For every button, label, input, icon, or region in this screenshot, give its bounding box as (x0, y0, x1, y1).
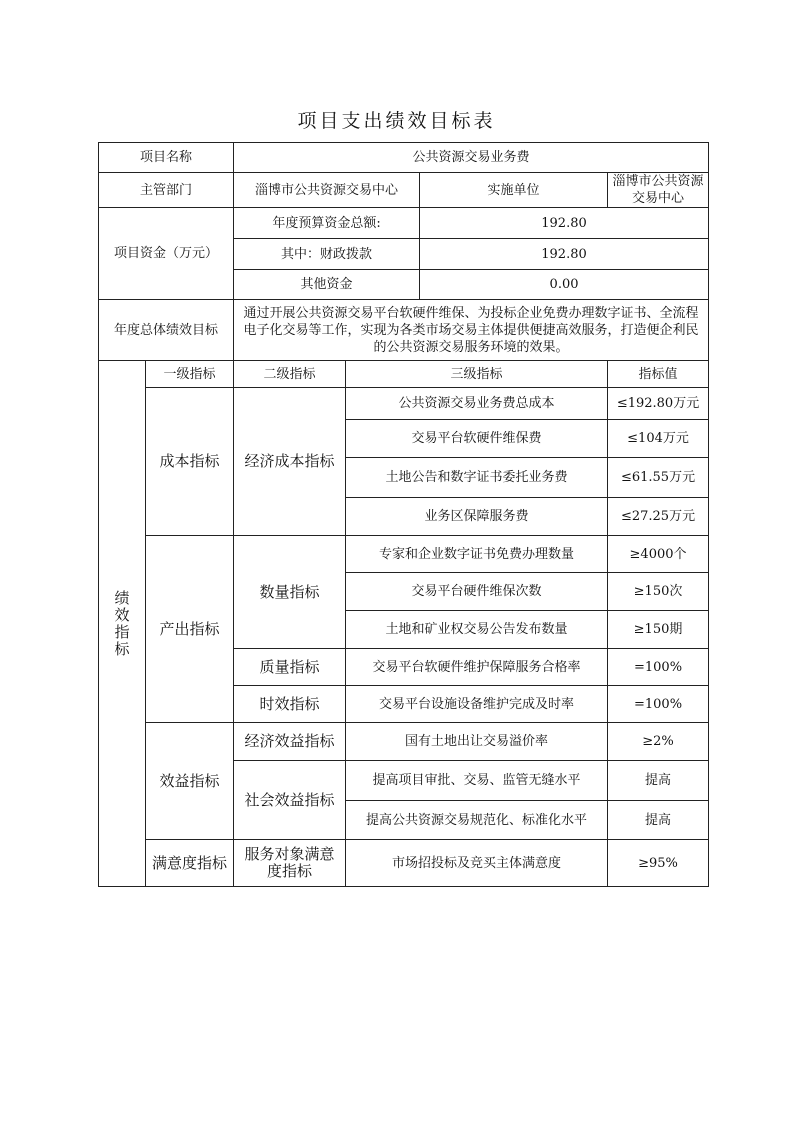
indicator-value: ≥95% (608, 840, 709, 887)
indicator-value: ≤192.80万元 (608, 388, 709, 420)
indicator-value: ≥4000个 (608, 536, 709, 573)
cost-level2: 经济成本指标 (234, 388, 346, 536)
benefit-level1: 效益指标 (146, 723, 234, 840)
table-row (99, 536, 709, 573)
unit-label: 实施单位 (420, 173, 608, 208)
funds-other-label: 其他资金 (234, 270, 420, 300)
economic-level2: 经济效益指标 (234, 723, 346, 761)
indicator-name: 业务区保障服务费 (346, 498, 608, 536)
indicator-value: ≤27.25万元 (608, 498, 709, 536)
indicator-name: 提高公共资源交易规范化、标准化水平 (346, 801, 608, 840)
social-level2: 社会效益指标 (234, 761, 346, 840)
table-row (99, 388, 709, 420)
indicator-value: 提高 (608, 801, 709, 840)
dept-value: 淄博市公共资源交易中心 (234, 173, 420, 208)
row-annual-goal (99, 300, 709, 361)
header-value: 指标值 (608, 361, 709, 388)
funds-total-value: 192.80 (420, 208, 709, 239)
funds-fiscal-label: 其中：财政拨款 (234, 239, 420, 270)
quality-level2: 质量指标 (234, 649, 346, 686)
indicator-name: 交易平台硬件维保次数 (346, 573, 608, 611)
indicator-value: =100% (608, 686, 709, 723)
project-name-value: 公共资源交易业务费 (234, 143, 709, 173)
row-funds-total (99, 208, 709, 239)
goal-text: 通过开展公共资源交易平台软硬件维保、为投标企业免费办理数字证书、全流程电子化交易等工作，实现为各类市场交易主体提供便捷高效服务，打造便企利民的公共资源交易服务环境的效果。 (234, 300, 709, 361)
satisfaction-level2: 服务对象满意度指标 (234, 840, 346, 887)
indicator-value: 提高 (608, 761, 709, 801)
indicator-name: 交易平台软硬件维护保障服务合格率 (346, 649, 608, 686)
indicator-name: 提高项目审批、交易、监管无缝水平 (346, 761, 608, 801)
quantity-level2: 数量指标 (234, 536, 346, 649)
funds-other-value: 0.00 (420, 270, 709, 300)
header-level1: 一级指标 (146, 361, 234, 388)
indicator-value: ≤61.55万元 (608, 458, 709, 498)
unit-value: 淄博市公共资源交易中心 (608, 173, 709, 208)
indicator-value: ≥150期 (608, 611, 709, 649)
indicator-value: =100% (608, 649, 709, 686)
dept-label: 主管部门 (99, 173, 234, 208)
indicator-name: 土地公告和数字证书委托业务费 (346, 458, 608, 498)
row-indicator-header (99, 361, 709, 388)
row-department (99, 173, 709, 208)
indicator-side-label: 绩效指标 (99, 361, 146, 887)
timeliness-level2: 时效指标 (234, 686, 346, 723)
funds-total-label: 年度预算资金总额: (234, 208, 420, 239)
goal-label: 年度总体绩效目标 (99, 300, 234, 361)
indicator-name: 国有土地出让交易溢价率 (346, 723, 608, 761)
indicator-value: ≤104万元 (608, 420, 709, 458)
indicator-value: ≥150次 (608, 573, 709, 611)
indicator-name: 土地和矿业权交易公告发布数量 (346, 611, 608, 649)
performance-table (98, 142, 709, 887)
funds-label: 项目资金（万元） (99, 208, 234, 300)
page-title: 项目支出绩效目标表 (297, 110, 496, 132)
project-name-label: 项目名称 (99, 143, 234, 173)
header-level2: 二级指标 (234, 361, 346, 388)
output-level1: 产出指标 (146, 536, 234, 723)
cost-level1: 成本指标 (146, 388, 234, 536)
indicator-value: ≥2% (608, 723, 709, 761)
satisfaction-level1: 满意度指标 (146, 840, 234, 887)
indicator-name: 公共资源交易业务费总成本 (346, 388, 608, 420)
header-level3: 三级指标 (346, 361, 608, 388)
row-project-name (99, 143, 709, 173)
indicator-name: 交易平台设施设备维护完成及时率 (346, 686, 608, 723)
table-row (99, 840, 709, 887)
indicator-name: 市场招投标及竞买主体满意度 (346, 840, 608, 887)
indicator-name: 专家和企业数字证书免费办理数量 (346, 536, 608, 573)
indicator-name: 交易平台软硬件维保费 (346, 420, 608, 458)
funds-fiscal-value: 192.80 (420, 239, 709, 270)
table-row (99, 723, 709, 761)
